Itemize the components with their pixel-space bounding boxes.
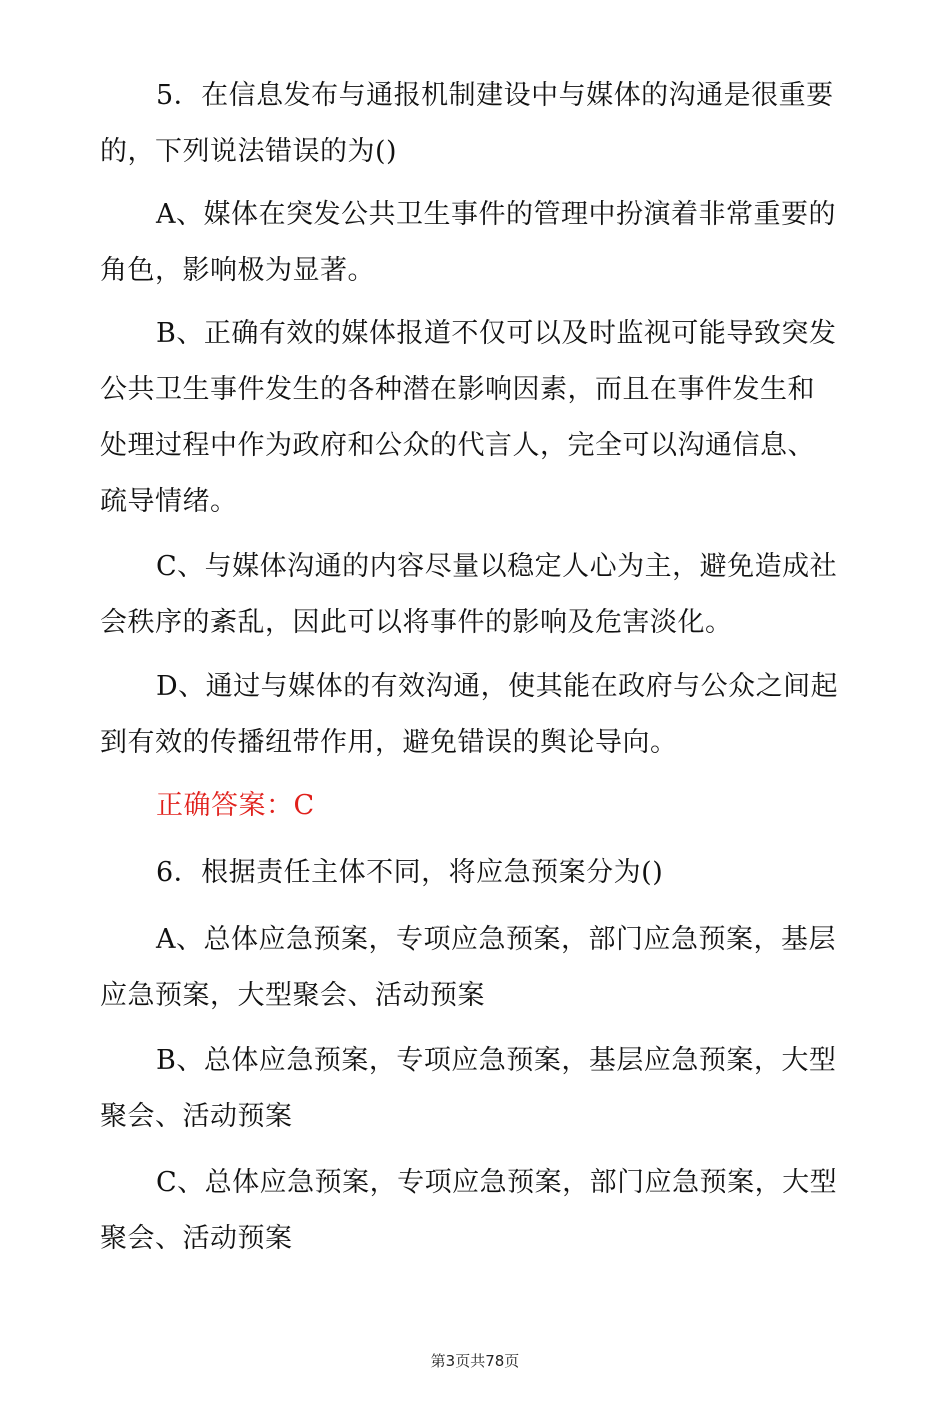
question-6-option-b: B、总体应急预案，专项应急预案，基层应急预案，大型聚会、活动预案 [100,1045,837,1132]
question-5-option-c: C、与媒体沟通的内容尽量以稳定人心为主，避免造成社会秩序的紊乱，因此可以将事件的影响及危害淡化。 [100,551,838,638]
question-5-option-a: A、媒体在突发公共卫生事件的管理中扮演着非常重要的角色，影响极为显著。 [100,199,836,286]
question-5-option-b: B、正确有效的媒体报道不仅可以及时监视可能导致突发公共卫生事件发生的各种潜在影响因素，而且在事件发生和处理过程中作为政府和公众的代言人，完全可以沟通信息、疏导情绪。 [100,318,837,517]
question-6-text: 6．根据责任主体不同，将应急预案分为() [156,857,664,888]
question-5-text: 5．在信息发布与通报机制建设中与媒体的沟通是很重要的，下列说法错误的为() [100,80,834,167]
question-6-option-c: C、总体应急预案，专项应急预案，部门应急预案，大型聚会、活动预案 [100,1167,838,1254]
question-6-option-a: A、总体应急预案，专项应急预案，部门应急预案，基层应急预案，大型聚会、活动预案 [100,924,836,1011]
question-5-option-d: D、通过与媒体的有效沟通，使其能在政府与公众之间起到有效的传播纽带作用，避免错误的舆论导向。 [100,671,839,758]
page-number-footer: 第3页共78页 [430,1352,520,1370]
question-5-answer: 正确答案：C [156,790,315,821]
